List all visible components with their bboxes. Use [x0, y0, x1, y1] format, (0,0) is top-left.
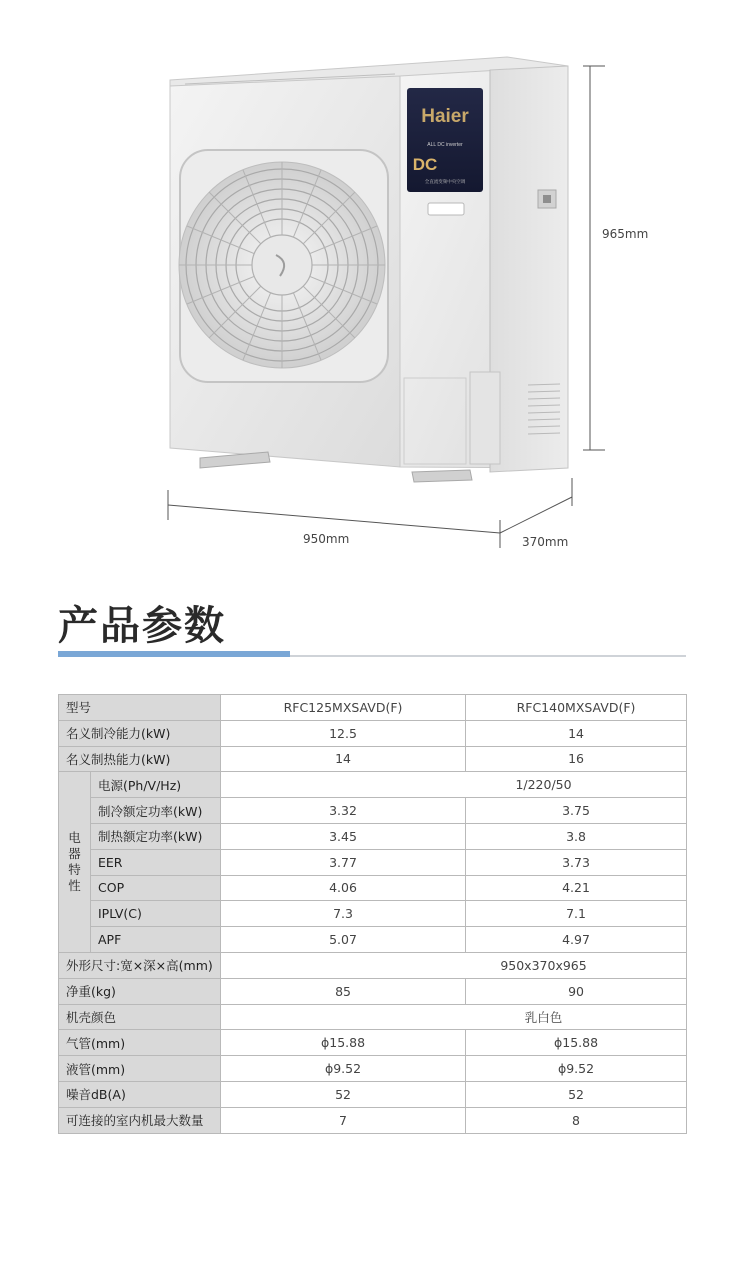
cell-value: 7.1	[466, 901, 687, 927]
row-label: COP	[91, 875, 221, 901]
cell-value: 4.21	[466, 875, 687, 901]
cell-value: 4.97	[466, 927, 687, 953]
table-row	[59, 1030, 687, 1056]
row-label: 净重(kg)	[59, 978, 221, 1004]
cell-value: 3.77	[221, 849, 466, 875]
cell-value: 16	[466, 746, 687, 772]
cell-value: ϕ9.52	[466, 1056, 687, 1082]
row-label: IPLV(C)	[91, 901, 221, 927]
cell-value: 52	[466, 1081, 687, 1107]
cell-value: ϕ9.52	[221, 1056, 466, 1082]
table-row	[59, 772, 687, 798]
depth-dimension-label: 370mm	[522, 535, 569, 549]
table-row	[59, 849, 687, 875]
cell-value: 3.8	[466, 823, 687, 849]
height-dimension-label: 965mm	[602, 227, 649, 241]
row-label: 液管(mm)	[59, 1056, 221, 1082]
section-title: 产品参数	[58, 603, 226, 649]
row-label: 制热额定功率(kW)	[91, 823, 221, 849]
row-label: APF	[91, 927, 221, 953]
badge-tagline: ALL DC inverter	[427, 142, 463, 148]
cell-value: 1/220/50	[221, 772, 687, 798]
badge-caption: 全直流变频中央空调	[424, 180, 466, 185]
row-label: 气管(mm)	[59, 1030, 221, 1056]
table-row	[59, 1081, 687, 1107]
cell-value: 3.45	[221, 823, 466, 849]
table-row	[59, 952, 687, 978]
row-label: 可连接的室内机最大数量	[59, 1107, 221, 1133]
table-row	[59, 978, 687, 1004]
cell-value: 950x370x965	[221, 952, 687, 978]
model-a: RFC125MXSAVD(F)	[221, 695, 466, 721]
cell-value: ϕ15.88	[466, 1030, 687, 1056]
cell-value: 52	[221, 1081, 466, 1107]
cell-value: 8	[466, 1107, 687, 1133]
table-row	[59, 746, 687, 772]
title-underline	[58, 651, 686, 658]
spec-table	[58, 694, 687, 1134]
row-label: 名义制热能力(kW)	[59, 746, 221, 772]
width-dimension-label: 950mm	[303, 532, 350, 546]
cell-value: ϕ15.88	[221, 1030, 466, 1056]
cell-value: 3.75	[466, 798, 687, 824]
row-label: 名义制冷能力(kW)	[59, 720, 221, 746]
cell-value: 4.06	[221, 875, 466, 901]
cell-value: 乳白色	[221, 1004, 687, 1030]
table-row	[59, 901, 687, 927]
table-row	[59, 695, 687, 721]
cell-value: 7.3	[221, 901, 466, 927]
model-b: RFC140MXSAVD(F)	[466, 695, 687, 721]
cell-value: 14	[466, 720, 687, 746]
cell-value: 3.32	[221, 798, 466, 824]
table-row	[59, 720, 687, 746]
table-row	[59, 1107, 687, 1133]
row-label: 型号	[59, 695, 221, 721]
cell-value: 90	[466, 978, 687, 1004]
product-image	[0, 0, 750, 560]
badge-mark: DC	[412, 155, 438, 174]
cell-value: 3.73	[466, 849, 687, 875]
row-label: 制冷额定功率(kW)	[91, 798, 221, 824]
brand-logo: Haier	[421, 106, 469, 127]
table-row	[59, 1004, 687, 1030]
table-row	[59, 875, 687, 901]
table-row	[59, 798, 687, 824]
cell-value: 85	[221, 978, 466, 1004]
row-label: EER	[91, 849, 221, 875]
row-label: 电源(Ph/V/Hz)	[91, 772, 221, 798]
cell-value: 7	[221, 1107, 466, 1133]
row-label: 机壳颜色	[59, 1004, 221, 1030]
table-row	[59, 1056, 687, 1082]
cell-value: 14	[221, 746, 466, 772]
table-row	[59, 927, 687, 953]
row-label: 外形尺寸:宽×深×高(mm)	[59, 952, 221, 978]
electrical-group-label	[59, 772, 91, 953]
row-label: 噪音dB(A)	[59, 1081, 221, 1107]
group-text: 电器特性	[68, 830, 81, 894]
table-row	[59, 823, 687, 849]
cell-value: 12.5	[221, 720, 466, 746]
cell-value: 5.07	[221, 927, 466, 953]
